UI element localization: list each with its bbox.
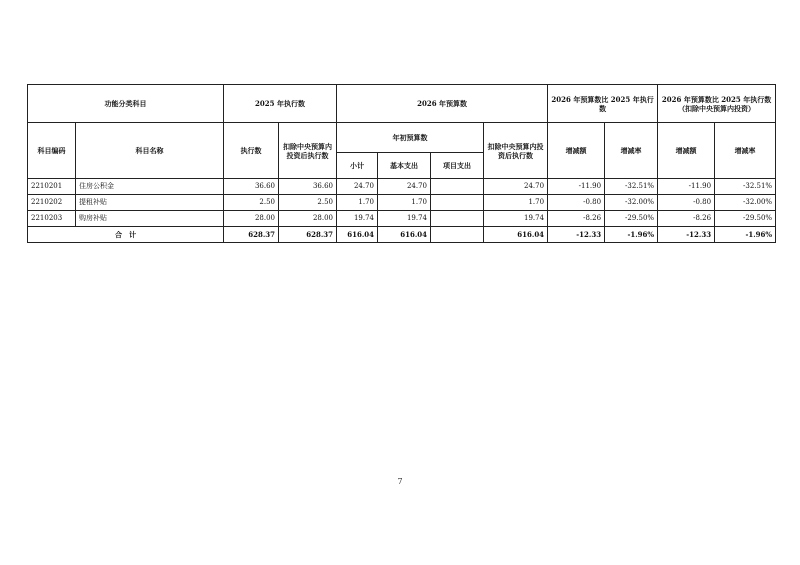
cell-budget-excl: 1.70 (484, 195, 548, 211)
cell-subtotal: 19.74 (337, 211, 378, 227)
total-change-amount-1: -12.33 (548, 227, 605, 243)
cell-subject-code: 2210202 (28, 195, 76, 211)
total-basic-expense: 616.04 (378, 227, 431, 243)
header-budget-excl: 扣除中央预算内投资后执行数 (484, 123, 548, 179)
header-compare-exec: 2026 年预算数比 2025 年执行数 (548, 85, 658, 123)
budget-table (27, 84, 776, 243)
cell-change-amount-2: -11.90 (658, 179, 715, 195)
total-exec-excl: 628.37 (279, 227, 337, 243)
cell-change-rate-2: -32.00% (715, 195, 776, 211)
header-change-rate-1: 增减率 (605, 123, 658, 179)
header-change-amount-1: 增减额 (548, 123, 605, 179)
cell-exec-excl: 2.50 (279, 195, 337, 211)
table-row (28, 211, 776, 227)
cell-exec-amount: 2.50 (224, 195, 279, 211)
header-change-rate-2: 增减率 (715, 123, 776, 179)
header-basic-expense: 基本支出 (378, 153, 431, 179)
total-exec-amount: 628.37 (224, 227, 279, 243)
cell-project-expense (431, 195, 484, 211)
total-change-rate-2: -1.96% (715, 227, 776, 243)
cell-subject-name: 提租补贴 (76, 195, 224, 211)
cell-basic-expense: 19.74 (378, 211, 431, 227)
total-row (28, 227, 776, 243)
cell-subject-code: 2210201 (28, 179, 76, 195)
cell-exec-excl: 36.60 (279, 179, 337, 195)
cell-project-expense (431, 211, 484, 227)
cell-change-amount-1: -11.90 (548, 179, 605, 195)
header-subtotal: 小计 (337, 153, 378, 179)
header-subject-code: 科目编码 (28, 123, 76, 179)
header-exec-2025: 2025 年执行数 (224, 85, 337, 123)
total-budget-excl: 616.04 (484, 227, 548, 243)
header-exec-amount: 执行数 (224, 123, 279, 179)
page-number: 7 (397, 477, 403, 486)
table-row (28, 195, 776, 211)
total-subtotal: 616.04 (337, 227, 378, 243)
cell-basic-expense: 24.70 (378, 179, 431, 195)
cell-change-amount-1: -0.80 (548, 195, 605, 211)
cell-change-amount-2: -0.80 (658, 195, 715, 211)
header-func-category: 功能分类科目 (28, 85, 224, 123)
cell-budget-excl: 19.74 (484, 211, 548, 227)
cell-basic-expense: 1.70 (378, 195, 431, 211)
cell-change-amount-1: -8.26 (548, 211, 605, 227)
cell-change-rate-1: -32.00% (605, 195, 658, 211)
total-change-amount-2: -12.33 (658, 227, 715, 243)
total-label: 合 计 (28, 227, 224, 243)
header-change-amount-2: 增减额 (658, 123, 715, 179)
cell-change-amount-2: -8.26 (658, 211, 715, 227)
cell-exec-amount: 28.00 (224, 211, 279, 227)
cell-exec-amount: 36.60 (224, 179, 279, 195)
cell-subject-name: 购房补贴 (76, 211, 224, 227)
cell-subtotal: 24.70 (337, 179, 378, 195)
header-exec-excl: 扣除中央预算内投资后执行数 (279, 123, 337, 179)
total-project-expense (431, 227, 484, 243)
table-row (28, 179, 776, 195)
cell-budget-excl: 24.70 (484, 179, 548, 195)
cell-subject-name: 住房公积金 (76, 179, 224, 195)
cell-subtotal: 1.70 (337, 195, 378, 211)
header-compare-excl: 2026 年预算数比 2025 年执行数（扣除中央预算内投资） (658, 85, 776, 123)
cell-subject-code: 2210203 (28, 211, 76, 227)
total-change-rate-1: -1.96% (605, 227, 658, 243)
header-subject-name: 科目名称 (76, 123, 224, 179)
cell-change-rate-1: -29.50% (605, 211, 658, 227)
cell-change-rate-2: -32.51% (715, 179, 776, 195)
header-project-expense: 项目支出 (431, 153, 484, 179)
cell-exec-excl: 28.00 (279, 211, 337, 227)
cell-change-rate-2: -29.50% (715, 211, 776, 227)
header-initial-budget: 年初预算数 (337, 123, 484, 153)
cell-change-rate-1: -32.51% (605, 179, 658, 195)
cell-project-expense (431, 179, 484, 195)
header-budget-2026: 2026 年预算数 (337, 85, 548, 123)
